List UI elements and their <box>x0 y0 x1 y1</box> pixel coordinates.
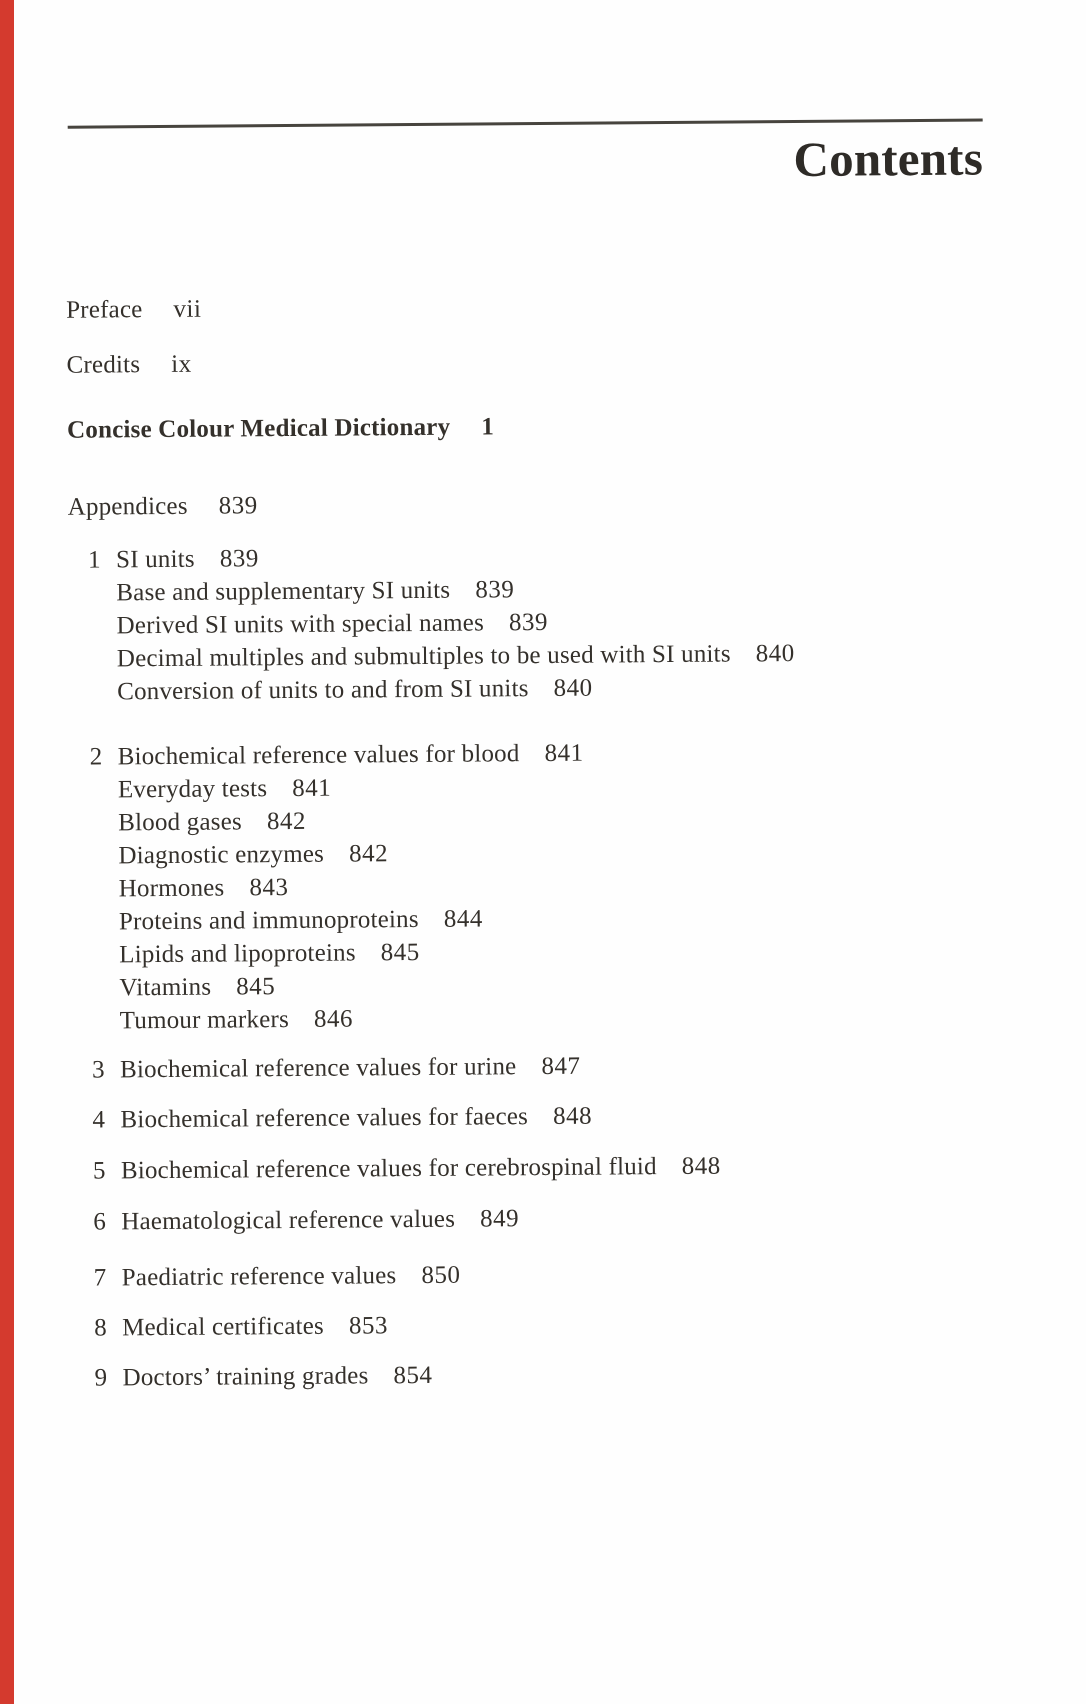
toc-entry-page: vii <box>173 295 202 323</box>
toc-entry-page: 845 <box>380 938 420 967</box>
toc-entry-label: Doctors’ training grades <box>122 1362 369 1392</box>
appendix-item <box>92 1096 1048 1136</box>
toc-entry-label: Biochemical reference values for faeces <box>120 1103 529 1134</box>
appendix-number: 5 <box>92 1157 106 1185</box>
toc-entry <box>93 1254 1050 1294</box>
appendix-item <box>89 733 1048 1037</box>
toc-entry-label: Conversion of units to and from SI units <box>117 675 529 706</box>
appendix-item <box>94 1354 1050 1394</box>
toc-entry <box>94 1304 1050 1344</box>
toc-entry-label: Proteins and immunoproteins <box>118 905 419 936</box>
toc-entry-label: Biochemical reference values for blood <box>117 740 520 771</box>
appendix-number: 2 <box>89 743 103 771</box>
toc-entry-page: 847 <box>541 1052 581 1081</box>
toc-entry <box>94 1354 1050 1394</box>
toc-entry-page: 841 <box>544 739 584 767</box>
toc-entry-page: 848 <box>681 1152 721 1180</box>
toc-entry-page: 839 <box>508 608 549 637</box>
toc-entry <box>93 1198 1049 1238</box>
toc-entry-label: Blood gases <box>118 808 243 837</box>
toc-entry-page: 844 <box>443 905 483 933</box>
toc-entry-credits <box>66 350 191 381</box>
toc-entry-page: 841 <box>292 774 332 802</box>
toc-entry-label: Decimal multiples and submultiples to be used with SI units <box>116 640 731 673</box>
appendix-item <box>87 536 1045 708</box>
appendix-item <box>93 1254 1050 1294</box>
toc-entry-page: 854 <box>393 1361 433 1390</box>
toc-entry-page: 853 <box>348 1312 389 1340</box>
toc-entry-page: 845 <box>236 973 276 1001</box>
toc-entry-page: 843 <box>249 874 289 902</box>
toc-entry-page: 839 <box>218 492 258 520</box>
toc-entry-label: Lipids and lipoproteins <box>119 939 356 969</box>
toc-entry-page: 839 <box>219 545 259 573</box>
appendix-number: 3 <box>92 1056 105 1084</box>
toc-entry <box>92 1046 1048 1086</box>
toc-entry-page: 850 <box>421 1261 461 1289</box>
toc-entry-page: 1 <box>481 413 495 441</box>
toc-entry-label: Base and supplementary SI units <box>116 576 451 607</box>
appendix-number: 7 <box>93 1264 107 1292</box>
appendix-number: 9 <box>94 1364 108 1392</box>
toc-entry-preface <box>66 295 201 326</box>
toc-entry-page: 840 <box>553 674 593 702</box>
toc-entry-label: Derived SI units with special names <box>116 609 485 640</box>
appendix-item <box>94 1304 1050 1344</box>
appendix-number: 4 <box>92 1106 106 1134</box>
toc-entry-page: 842 <box>266 807 307 836</box>
appendix-number: 6 <box>93 1208 107 1236</box>
header-rule <box>68 119 983 129</box>
toc-entry-label: Preface <box>66 296 143 324</box>
toc-entry-label: Credits <box>66 351 141 379</box>
toc-entry-dictionary <box>67 412 494 445</box>
toc-entry <box>92 1096 1048 1136</box>
toc-entry-label: Biochemical reference values for urine <box>120 1053 517 1084</box>
toc-subentry <box>117 668 1045 708</box>
toc-entry-appendices <box>68 491 258 522</box>
toc-entry-label: Diagnostic enzymes <box>118 840 325 870</box>
toc-entry-label: Vitamins <box>119 973 212 1002</box>
toc-entry <box>92 1147 1049 1187</box>
toc-entry-label: Everyday tests <box>117 775 268 804</box>
page-title: Contents <box>793 130 984 188</box>
toc-entry-page: 839 <box>475 576 515 604</box>
toc-subentry <box>120 997 1048 1037</box>
toc-entry-label: Biochemical reference values for cerebrospinal fluid <box>120 1153 657 1185</box>
toc-entry-label: Appendices <box>67 492 188 521</box>
toc-entry-page: 846 <box>313 1005 354 1033</box>
toc-entry-label: Paediatric reference values <box>121 1262 397 1292</box>
toc-entry-label: Tumour markers <box>119 1006 290 1035</box>
appendix-number: 1 <box>87 546 101 574</box>
toc-entry-label: SI units <box>115 545 195 574</box>
toc-entry-label: Concise Colour Medical Dictionary <box>66 413 451 444</box>
appendix-item <box>92 1147 1049 1187</box>
toc-entry-label: Haematological reference values <box>121 1205 456 1236</box>
toc-entry-label: Hormones <box>118 874 225 903</box>
toc-entry-page: 849 <box>479 1205 520 1233</box>
appendix-item <box>93 1198 1049 1238</box>
toc-entry-page: 840 <box>755 640 795 668</box>
toc-entry-page: 842 <box>348 840 389 868</box>
toc-entry-label: Medical certificates <box>122 1312 325 1342</box>
appendix-item <box>92 1046 1048 1086</box>
toc-entry-page: ix <box>171 350 192 378</box>
toc-entry-page: 848 <box>552 1102 593 1130</box>
appendix-number: 8 <box>94 1314 107 1342</box>
